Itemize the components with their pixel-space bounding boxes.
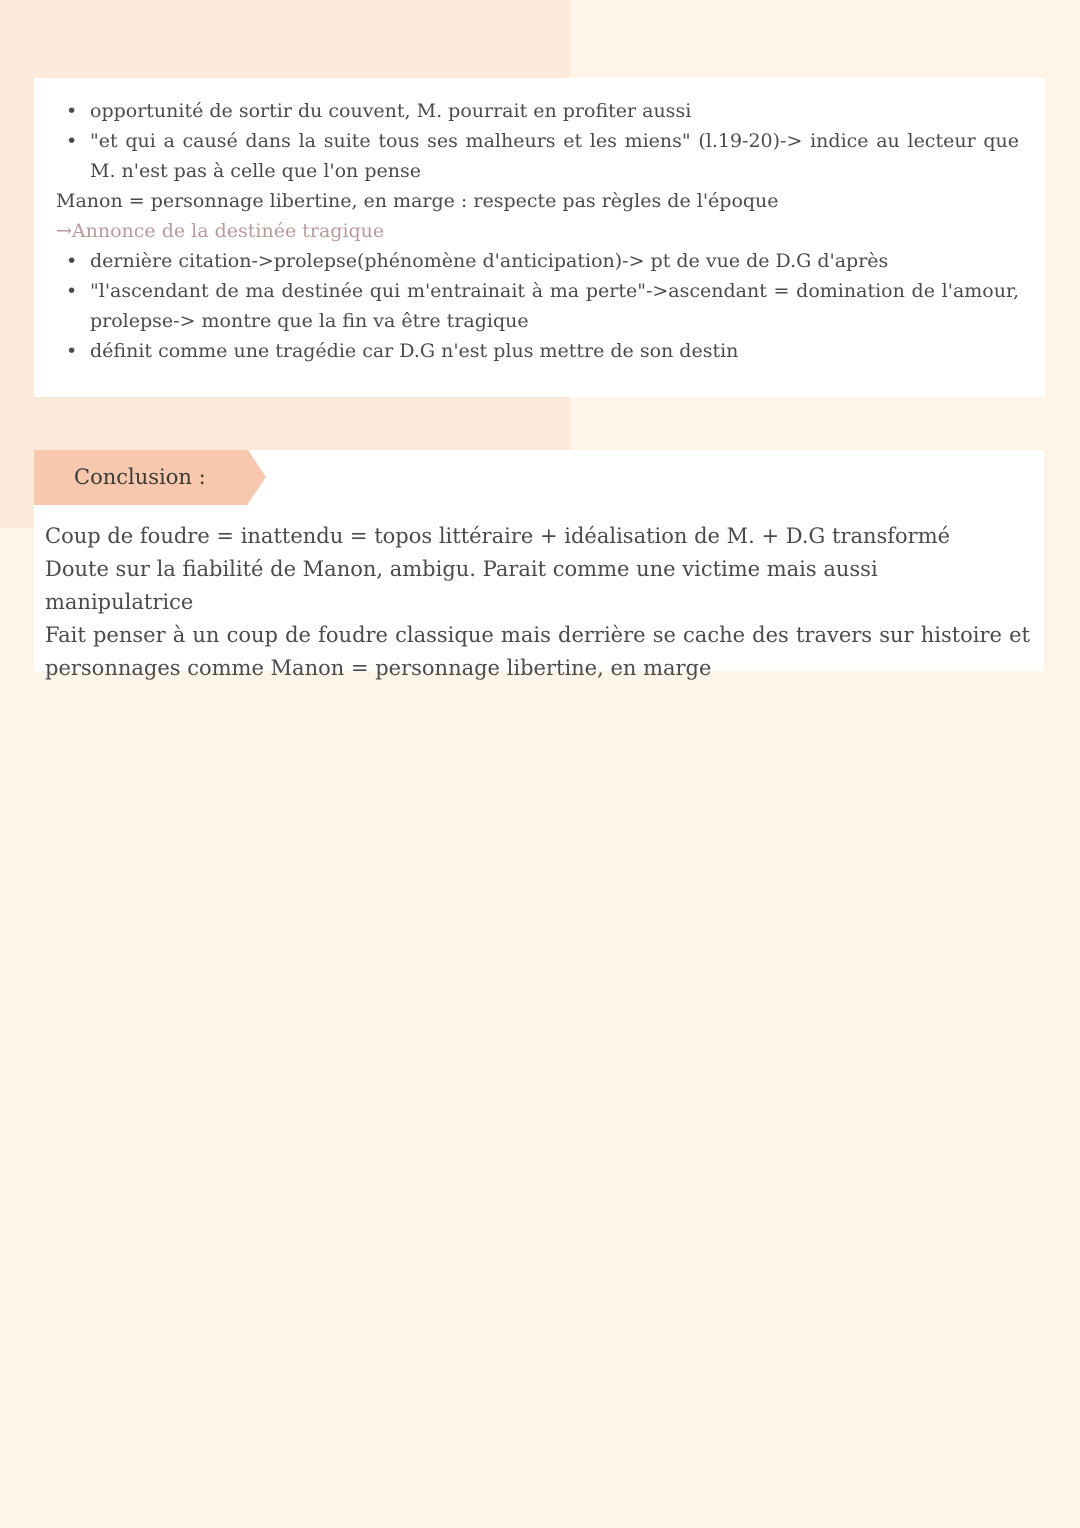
list-item [56, 336, 1019, 366]
bullet-text: "l'ascendant de ma destinée qui m'entrainait à ma perte"->ascendant = domination de l'amour, prolepse-> montre que la fin va être tragique [90, 280, 1019, 332]
list-item [56, 246, 1019, 276]
analysis-card [34, 78, 1045, 397]
bullet-icon: • [66, 130, 78, 152]
bullet-icon: • [66, 280, 78, 302]
bullet-text: "et qui a causé dans la suite tous ses malheurs et les miens" (l.19-20)-> indice au lecteur que M. n'est pas à celle que l'on pense [90, 130, 1019, 182]
bullet-list-opportunity [56, 96, 1019, 186]
conclusion-line: Fait penser à un coup de foudre classique mais derrière se cache des travers sur histoire et personnages comme Manon = personnage libertine, en marge [45, 623, 1030, 680]
bullet-icon: • [66, 250, 78, 272]
conclusion-tag-label: Conclusion : [74, 465, 206, 489]
manon-summary-line: Manon = personnage libertine, en marge : respecte pas règles de l'époque [56, 190, 779, 212]
bullet-icon: • [66, 340, 78, 362]
bullet-text: dernière citation->prolepse(phénomène d'anticipation)-> pt de vue de D.G d'après [90, 250, 889, 272]
bullet-list-destiny [56, 246, 1019, 366]
tag-arrow-shape [248, 450, 266, 504]
conclusion-card [34, 450, 1044, 680]
list-item [56, 276, 1019, 336]
conclusion-tag [34, 450, 248, 505]
conclusion-body [45, 520, 1030, 685]
bullet-icon: • [66, 100, 78, 122]
list-item [56, 126, 1019, 186]
bullet-text: définit comme une tragédie car D.G n'est plus mettre de son destin [90, 340, 739, 362]
decorative-left-strip [0, 0, 34, 528]
annonce-heading: →Annonce de la destinée tragique [56, 220, 385, 242]
conclusion-line: Coup de foudre = inattendu = topos littéraire + idéalisation de M. + D.G transformé [45, 524, 951, 548]
list-item [56, 96, 1019, 126]
conclusion-line: Doute sur la fiabilité de Manon, ambigu. Parait comme une victime mais aussi manipulatrice [45, 557, 878, 614]
bullet-text: opportunité de sortir du couvent, M. pourrait en profiter aussi [90, 100, 692, 122]
